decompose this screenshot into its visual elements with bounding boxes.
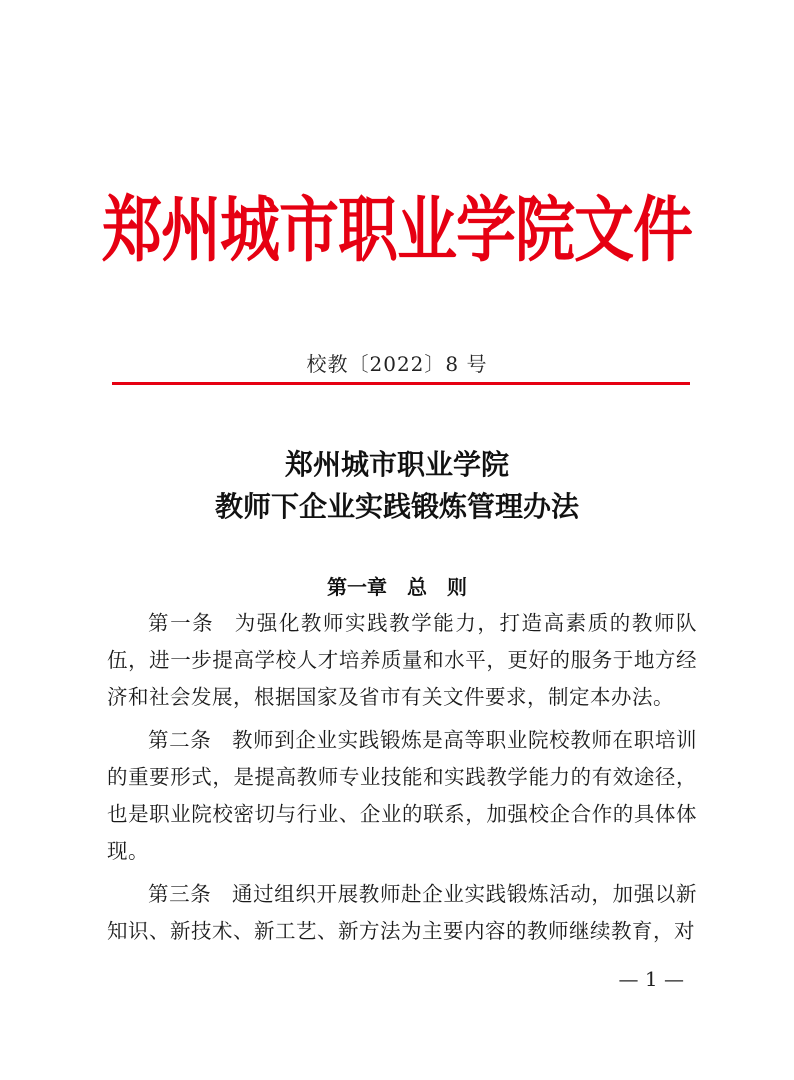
article-text: 教师到企业实践锻炼是高等职业院校教师在职培训的重要形式，是提高教师专业技能和实践教学能力的有效途径，也是职业院校密切与行业、企业的联系，加强校企合作的具体体现。 bbox=[107, 728, 697, 863]
document-number: 校教〔2022〕8 号 bbox=[306, 352, 488, 376]
article-label: 第二条 bbox=[148, 728, 212, 752]
document-body bbox=[107, 605, 697, 956]
article-1 bbox=[107, 605, 697, 716]
page-number: — 1 — bbox=[618, 967, 684, 991]
title-line-2: 教师下企业实践锻炼管理办法 bbox=[214, 490, 579, 523]
article-text: 通过组织开展教师赴企业实践锻炼活动，加强以新知识、新技术、新工艺、新方法为主要内容的教师继续教育，对 bbox=[107, 882, 697, 943]
article-label: 第三条 bbox=[148, 882, 212, 906]
article-label: 第一条 bbox=[148, 611, 215, 635]
document-masthead: 郑州城市职业学院文件 bbox=[102, 189, 692, 273]
article-2 bbox=[107, 722, 697, 870]
article-3 bbox=[107, 876, 697, 950]
red-divider-line bbox=[112, 382, 690, 385]
chapter-heading: 第一章 总 则 bbox=[327, 575, 467, 599]
title-line-1: 郑州城市职业学院 bbox=[284, 448, 509, 481]
document-title bbox=[0, 444, 794, 528]
article-text: 为强化教师实践教学能力，打造高素质的教师队伍，进一步提高学校人才培养质量和水平，更好的服务于地方经济和社会发展，根据国家及省市有关文件要求，制定本办法。 bbox=[107, 611, 698, 709]
